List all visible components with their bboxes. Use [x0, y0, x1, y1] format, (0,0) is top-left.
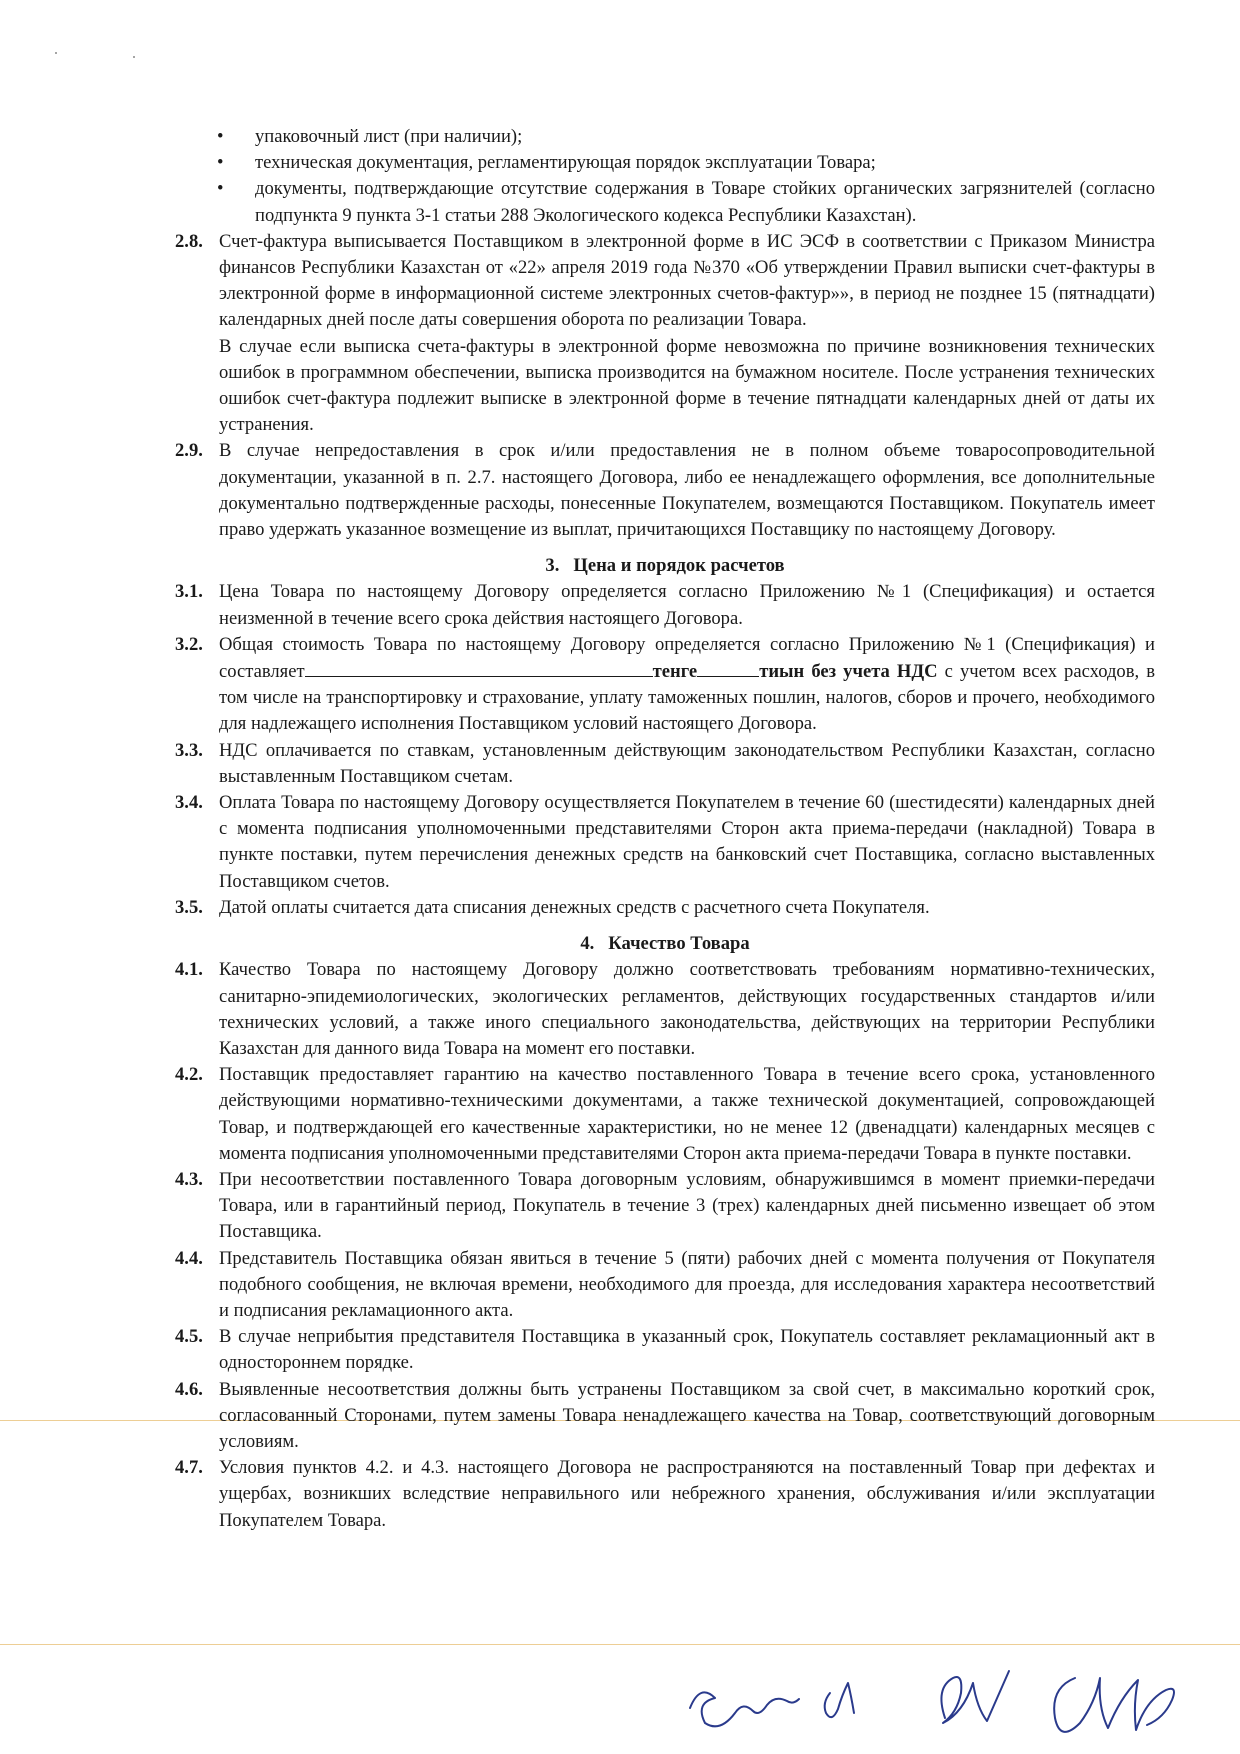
- clause-text: Датой оплаты считается дата списания денежных средств с расчетного счета Покупателя.: [219, 896, 930, 918]
- clause-3-1: [175, 579, 1155, 631]
- clause-number: 4.3.: [175, 1168, 203, 1190]
- clause-4-2: [175, 1062, 1155, 1167]
- clause-text: Условия пунктов 4.2. и 4.3. настоящего Договора не распространяются на поставленный Товар при дефектах и ущербах, возникших вследствие неправильного или небрежного хранения, обслуживания и/или эксплуатации Покупателем Товара.: [219, 1457, 1155, 1531]
- bullet-icon: •: [217, 126, 224, 147]
- clause-4-5: [175, 1324, 1155, 1376]
- scan-speck: [133, 56, 135, 58]
- clause-text: Качество Товара по настоящему Договору должно соответствовать требованиям нормативно-технических, санитарно-эпидемиологических, экологических регламентов, действующих государственных стандартов и/или технических условий, а также иного специального законодательства, действующих на территории Республики Казахстан для данного вида Товара на момент его поставки.: [219, 959, 1155, 1059]
- clause-4-3: [175, 1167, 1155, 1246]
- document-list: [175, 124, 1155, 229]
- clause-number: 3.4.: [175, 792, 203, 814]
- signature-2: [825, 1683, 854, 1717]
- clause-text: В случае неприбытия представителя Поставщика в указанный срок, Покупатель составляет рекламационный акт в одностороннем порядке.: [219, 1326, 1155, 1374]
- clause-number: 3.2.: [175, 633, 203, 655]
- clause-4-4: [175, 1246, 1155, 1325]
- clause-4-1: [175, 957, 1155, 1062]
- document-body: [175, 124, 1155, 1534]
- clause-4-7: [175, 1455, 1155, 1534]
- signatures-area: [680, 1648, 1200, 1748]
- section-heading-3: 3. Цена и порядок расчетов: [545, 555, 785, 577]
- section-heading-4: 4. Качество Товара: [580, 933, 750, 955]
- clause-text: Счет-фактура выписывается Поставщиком в электронной форме в ИС ЭСФ в соответствии с Приказом Министра финансов Республики Казахстан от «22» апреля 2019 года №370 «Об утверждении Правил выписки счет-фактуры в электронной форме в информационной системе электронных счетов-фактур»», в период не позднее 15 (пятнадцати) календарных дней после даты совершения оборота по реализации Товара.: [219, 230, 1155, 331]
- bullet-icon: •: [217, 152, 224, 174]
- clause-number: 4.1.: [175, 959, 203, 981]
- amount-blank: [305, 658, 653, 677]
- clause-number: 4.2.: [175, 1064, 203, 1086]
- list-item: • документы, подтверждающие отсутствие содержания в Товаре стойких органических загрязнителей (согласно подпункта 9 пункта 3-1 статьи 288 Экологического кодекса Республики Казахстан).: [217, 178, 1155, 226]
- clause-text: НДС оплачивается по ставкам, установленным действующим законодательством Республики Казахстан, согласно выставленным Поставщиком счетам.: [219, 739, 1155, 787]
- clause-text: При несоответствии поставленного Товара договорным условиям, обнаружившимся в момент приемки-передачи Товара, или в гарантийный период, Покупатель в течение 3 (трех) календарных дней письменно извещает об этом Поставщика.: [219, 1168, 1155, 1243]
- clause-number: 4.7.: [175, 1457, 203, 1479]
- clause-text: Общая стоимость Товара по настоящему Договору определяется согласно Приложению №1 (Спецификация) и составляет тенге тиын без учета НДС с учетом всех расходов, в том числе на транспортировку и страхование, уплату таможенных пошлин, налогов, сборов и прочего, необходимого для надлежащего исполнения Поставщиком условий настоящего Договора.: [219, 633, 1155, 735]
- clause-text: В случае если выписка счета-фактуры в электронной форме невозможна по причине возникновения технических ошибок в программном обеспечении, выписка производится на бумажном носителе. После устранения технических ошибок счет-фактура подлежит выписке в электронной форме в течение пятнадцати календарных дней от даты их устранения.: [219, 335, 1155, 436]
- clause-3-5: [175, 895, 1155, 921]
- signature-1: [690, 1692, 799, 1726]
- clause-4-6: [175, 1377, 1155, 1456]
- clause-3-3: [175, 738, 1155, 790]
- clause-text: Цена Товара по настоящему Договору определяется согласно Приложению №1 (Спецификация) и остается неизменной в течение всего срока действия настоящего Договора.: [219, 581, 1155, 629]
- signature-4: [1054, 1678, 1174, 1732]
- clause-number: 3.1.: [175, 581, 203, 603]
- scan-speck: [55, 52, 57, 54]
- signature-3: [941, 1671, 1009, 1723]
- scan-fold-line: [0, 1644, 1240, 1645]
- bullet-icon: •: [217, 178, 224, 200]
- clause-number: 2.9.: [175, 440, 203, 462]
- list-item: • упаковочный лист (при наличии);: [175, 124, 1155, 150]
- clause-3-2: [175, 632, 1155, 738]
- clause-number: 3.5.: [175, 896, 203, 918]
- clause-text: Представитель Поставщика обязан явиться в течение 5 (пяти) рабочих дней с момента получения от Покупателя подобного сообщения, не включая времени, необходимого для проезда, для исследования характера несоответствий и подписания рекламационного акта.: [219, 1247, 1155, 1321]
- list-item: • техническая документация, регламентирующая порядок эксплуатации Товара;: [175, 150, 1155, 176]
- handwritten-signatures: [680, 1648, 1200, 1748]
- clause-2-9: [175, 438, 1155, 543]
- clause-text: В случае непредоставления в срок и/или предоставления не в полном объеме товаросопроводительной документации, указанной в п. 2.7. настоящего Договора, либо ее ненадлежащего оформления, все дополнительные документально подтвержденные расходы, понесенные Покупателем, возмещаются Поставщиком. Покупатель имеет право удержать указанное возмещение из выплат, причитающихся Поставщику по настоящему Договору.: [219, 440, 1155, 541]
- clause-number: 3.3.: [175, 739, 203, 761]
- clause-2-8: [175, 229, 1155, 439]
- clause-3-4: [175, 790, 1155, 895]
- clause-number: 4.6.: [175, 1378, 203, 1400]
- clause-number: 4.5.: [175, 1326, 203, 1348]
- tiyn-blank: [697, 658, 759, 677]
- clause-number: 4.4.: [175, 1247, 203, 1269]
- clause-text: Оплата Товара по настоящему Договору осуществляется Покупателем в течение 60 (шестидесяти) календарных дней с момента подписания уполномоченными представителями Сторон акта приема-передачи (накладной) Товара в пункте поставки, путем перечисления денежных средств на банковский счет Поставщика, согласно выставленных Поставщиком счетов.: [219, 792, 1155, 892]
- clause-text: Поставщик предоставляет гарантию на качество поставленного Товара в течение всего срока, установленного действующими нормативно-техническими документами, а также технической документацией, сопровождающей Товар, и подтверждающей его качественные характеристики, но не менее 12 (двенадцати) календарных месяцев с момента подписания уполномоченными представителями Сторон акта приема-передачи Товара в пункте поставки.: [219, 1064, 1155, 1164]
- clause-text: Выявленные несоответствия должны быть устранены Поставщиком за свой счет, в максимально короткий срок, согласованный Сторонами, путем замены Товара ненадлежащего качества на Товар, соответствующий договорным условиям.: [219, 1378, 1155, 1452]
- clause-number: 2.8.: [175, 230, 203, 252]
